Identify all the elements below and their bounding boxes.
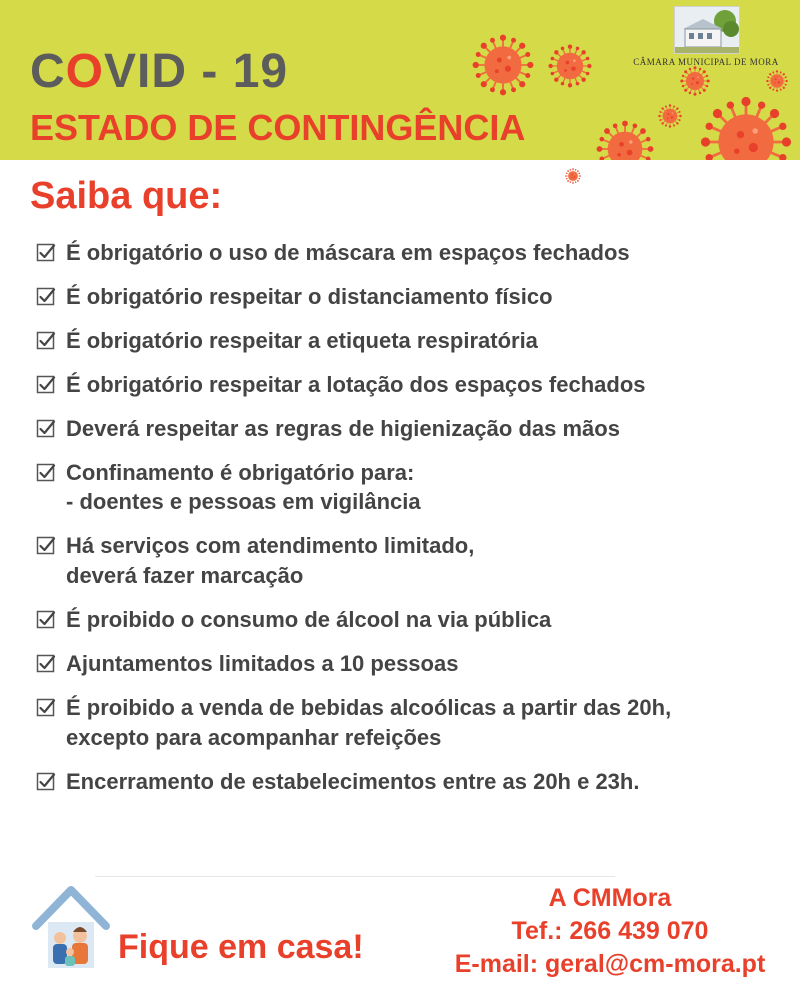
- rule-item: [36, 605, 796, 635]
- virus-icon: [766, 70, 788, 92]
- rule-text: [66, 458, 421, 518]
- rule-item: [36, 649, 796, 679]
- family-house-icon: [28, 882, 114, 974]
- divider: [95, 876, 615, 877]
- rule-line: Deverá respeitar as regras de higienização das mãos: [66, 415, 620, 441]
- rule-item: [36, 414, 796, 444]
- checkbox-icon: [36, 772, 56, 792]
- checkbox-icon: [36, 463, 56, 483]
- rule-item: [36, 282, 796, 312]
- rule-line: excepto para acompanhar refeições: [66, 724, 442, 750]
- checkbox-icon: [36, 654, 56, 674]
- rule-text: [66, 370, 646, 400]
- page-subtitle: ESTADO DE CONTINGÊNCIA: [30, 107, 526, 148]
- rule-item: [36, 767, 796, 797]
- rule-line: deverá fazer marcação: [66, 563, 304, 589]
- checkbox-icon: [36, 287, 56, 307]
- rule-text: [66, 605, 551, 635]
- rule-item: [36, 326, 796, 356]
- virus-icon: [596, 120, 654, 160]
- rule-item: [36, 458, 796, 518]
- org-name: CÂMARA MUNICIPAL DE MORA: [633, 57, 779, 67]
- rule-text: [66, 326, 538, 356]
- rule-text: [66, 767, 639, 797]
- rule-line: Confinamento é obrigatório para:: [66, 459, 415, 485]
- rules-list: [36, 238, 796, 811]
- virus-icon: [658, 104, 682, 128]
- rule-item: [36, 693, 796, 753]
- rule-line: É obrigatório o uso de máscara em espaços fechados: [66, 240, 630, 265]
- rule-text: [66, 282, 553, 312]
- checkbox-icon: [36, 610, 56, 630]
- rule-text: [66, 238, 630, 268]
- rule-item: [36, 238, 796, 268]
- contact-block: [420, 882, 800, 981]
- checkbox-icon: [36, 243, 56, 263]
- contact-email: E-mail: geral@cm-mora.pt: [454, 950, 766, 978]
- rule-line: Ajuntamentos limitados a 10 pessoas: [66, 651, 459, 677]
- rule-line: É obrigatório respeitar a etiqueta respiratória: [66, 327, 538, 353]
- virus-icon: [565, 168, 581, 184]
- checkbox-icon: [36, 698, 56, 718]
- rule-text: [66, 414, 620, 444]
- virus-icon: [680, 66, 710, 96]
- checkbox-icon: [36, 375, 56, 395]
- rule-line: É obrigatório respeitar o distanciamento físico: [66, 283, 553, 309]
- checkbox-icon: [36, 536, 56, 556]
- page-title: COVID - 19: [30, 45, 289, 98]
- header-banner: [0, 0, 800, 160]
- rule-line: - doentes e pessoas em vigilância: [66, 489, 421, 515]
- rule-text: [66, 531, 474, 591]
- rule-line: É proibido a venda de bebidas alcoólicas a partir das 20h,: [66, 694, 672, 720]
- virus-icon: [700, 96, 792, 160]
- stay-home-slogan: Fique em casa!: [118, 928, 364, 966]
- intro-heading: Saiba que:: [30, 175, 223, 217]
- rule-text: [66, 693, 671, 753]
- checkbox-icon: [36, 419, 56, 439]
- checkbox-icon: [36, 331, 56, 351]
- rule-item: [36, 370, 796, 400]
- virus-icon: [472, 34, 534, 96]
- contact-name: A CMMora: [548, 884, 672, 912]
- rule-line: Encerramento de estabelecimentos entre as 20h e 23h.: [66, 768, 640, 794]
- rule-line: É proibido o consumo de álcool na via pública: [66, 607, 552, 633]
- town-hall-logo: [674, 6, 740, 54]
- rule-line: Há serviços com atendimento limitado,: [66, 533, 475, 559]
- contact-phone: Tef.: 266 439 070: [511, 917, 709, 945]
- rule-line: É obrigatório respeitar a lotação dos espaços fechados: [66, 371, 646, 397]
- virus-icon: [548, 44, 592, 88]
- rule-text: [66, 649, 458, 679]
- rule-item: [36, 531, 796, 591]
